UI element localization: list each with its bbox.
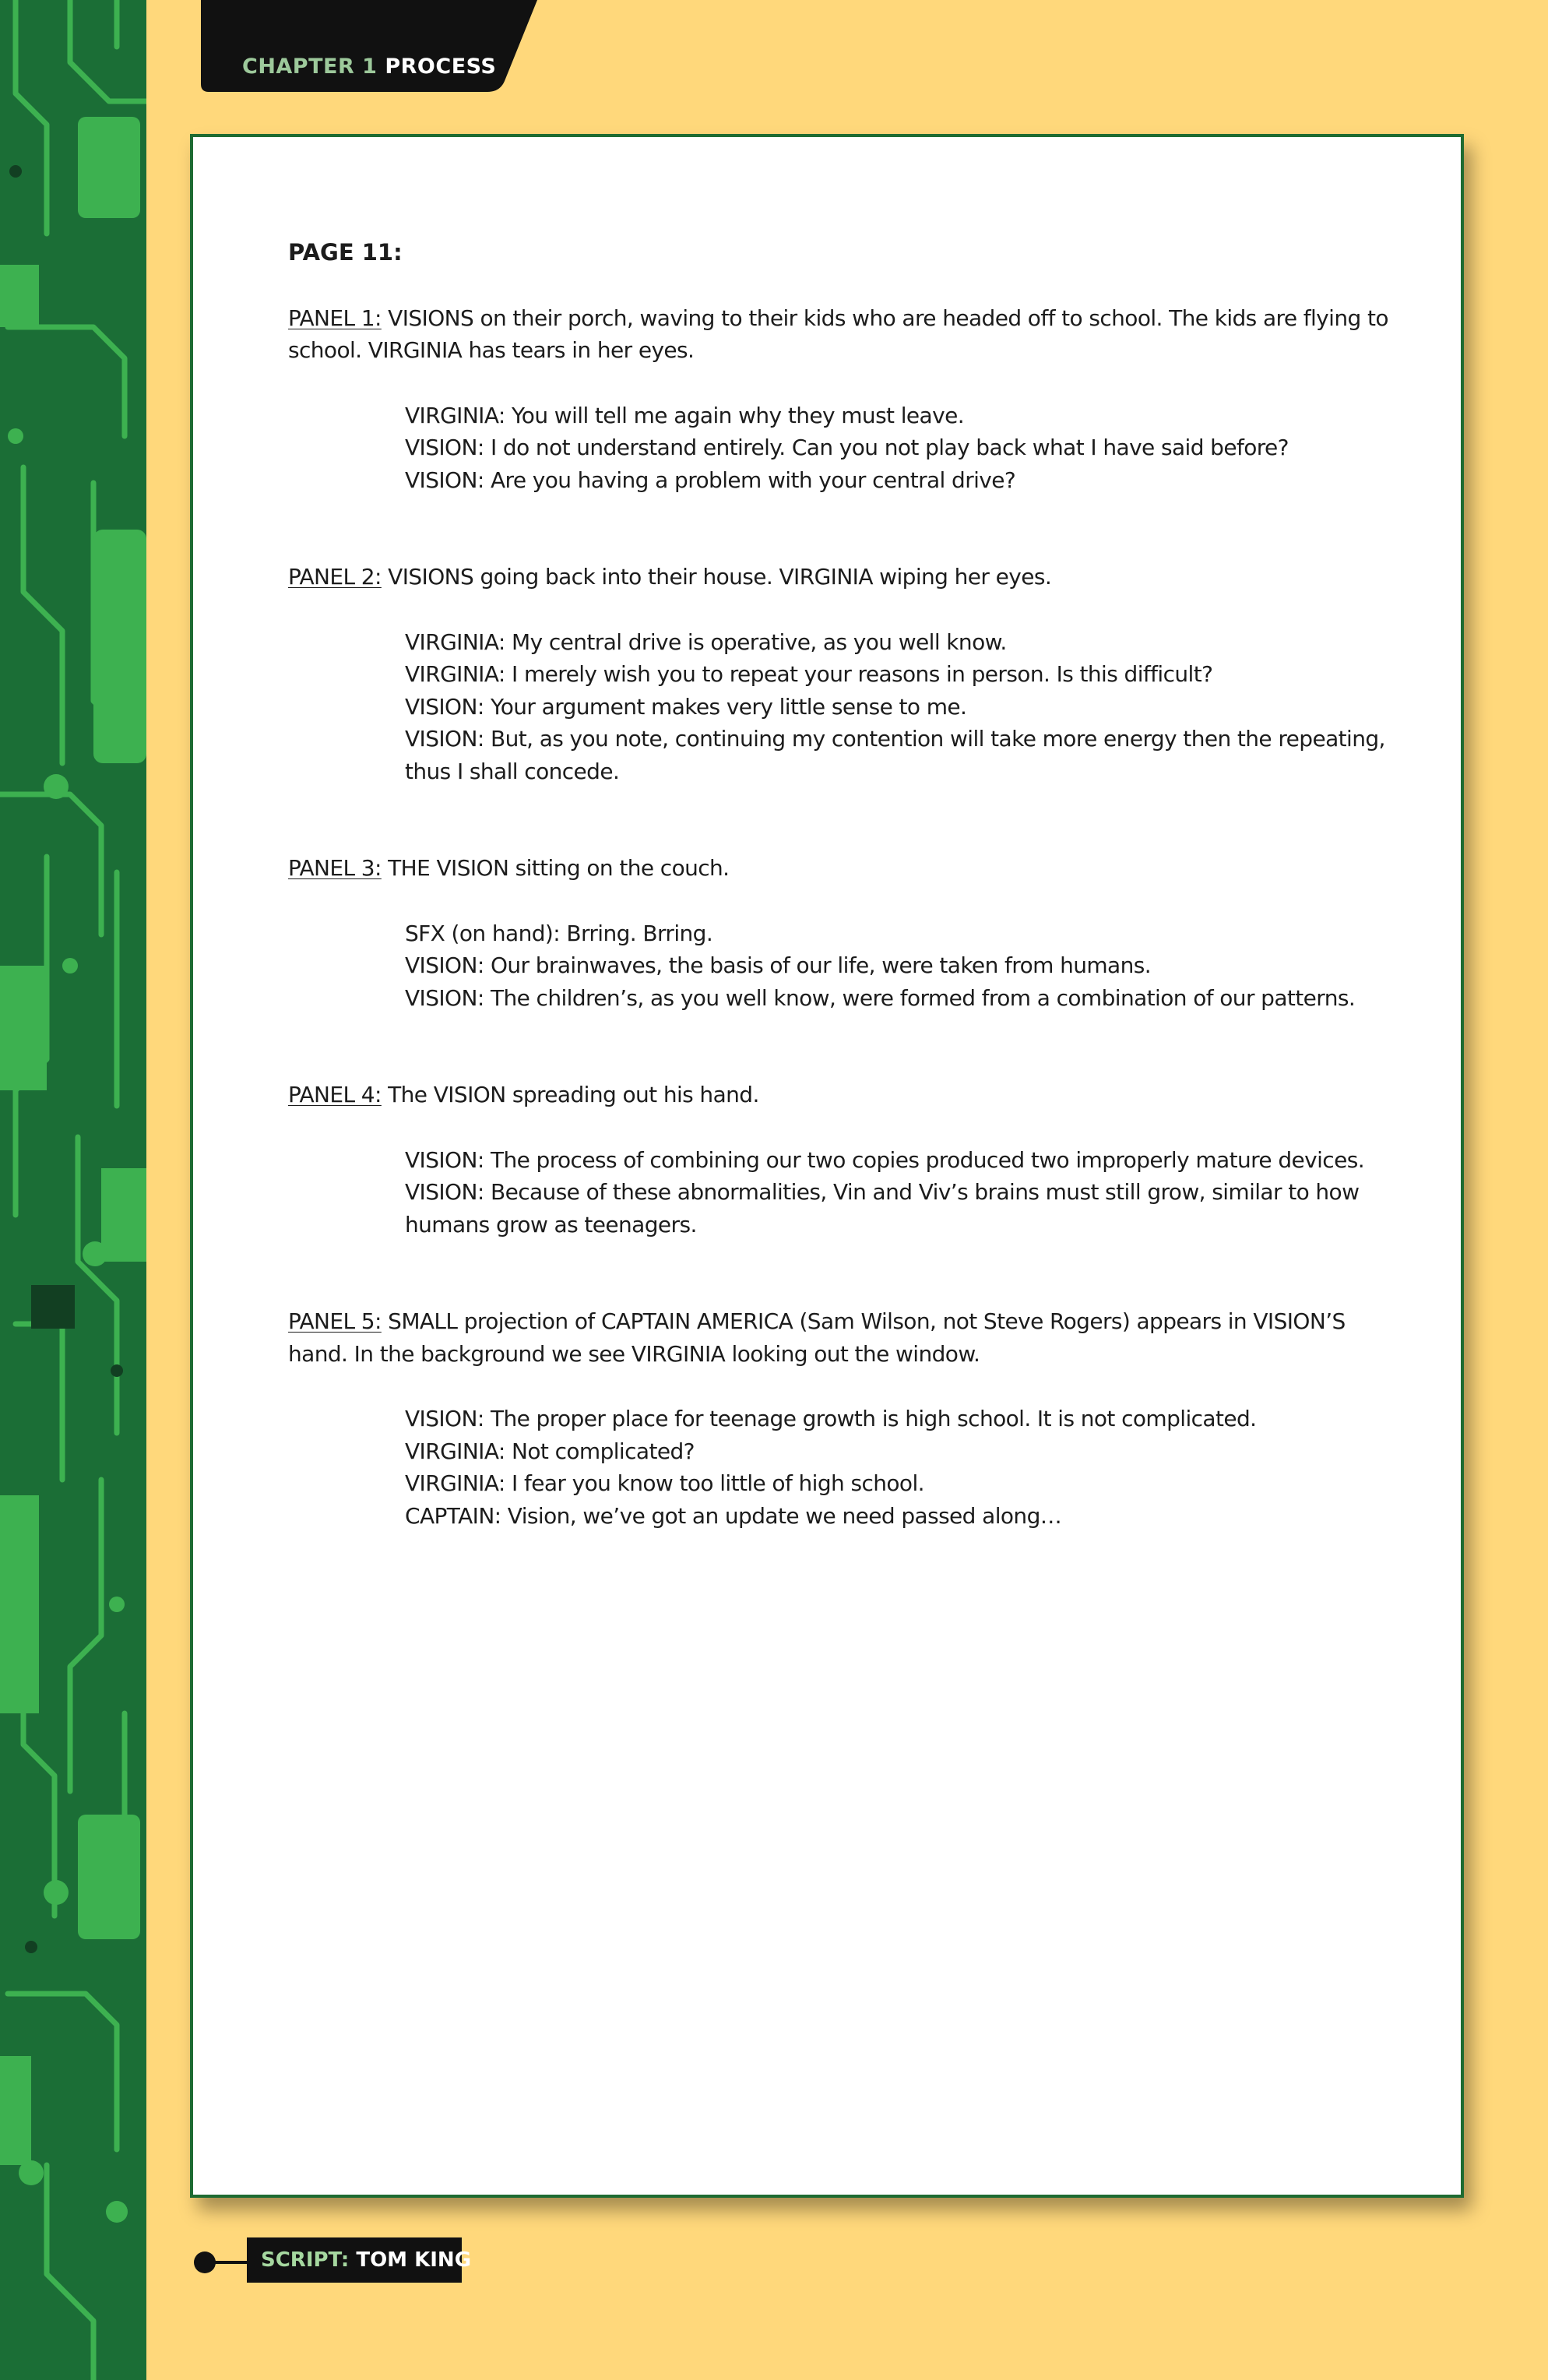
script-body (288, 237, 1394, 1532)
dialogue-line: VISION: Our brainwaves, the basis of our life, were taken from humans. (405, 952, 1152, 978)
panel-description (288, 852, 1394, 885)
panel-5-block (288, 1305, 1394, 1532)
panel-description (288, 1079, 1394, 1111)
dialogue-line: VISION: The proper place for teenage growth is high school. It is not complicated. (405, 1406, 1257, 1431)
dialogue-line: VISION: Your argument makes very little sense to me. (405, 693, 967, 720)
panel-label: PANEL 3: (288, 855, 382, 881)
credit-label: SCRIPT: (261, 2248, 350, 2272)
chapter-tab (0, 0, 545, 95)
panel-description (288, 1305, 1394, 1370)
panel-3-block (288, 852, 1394, 1014)
panel-text: THE VISION sitting on the couch. (381, 855, 730, 881)
dialogue-line: VIRGINIA: My central drive is operative, as you well know. (405, 628, 1007, 655)
credit-bullet (193, 2251, 255, 2274)
panel-text: SMALL projection of CAPTAIN AMERICA (Sam Wilson, not Steve Rogers) appears in VISION’S hand. In the background we see VIRGINIA looking out the window. (288, 1308, 1346, 1367)
panel-label: PANEL 1: (288, 305, 382, 331)
panel-text: VISIONS on their porch, waving to their kids who are headed off to school. The kids are flying to school. VIRGINIA has tears in her eyes. (288, 305, 1388, 363)
dialogue-line: VISION: But, as you note, continuing my contention will take more energy then the repeating, thus I shall concede. (405, 726, 1385, 784)
panel-2-block (288, 561, 1394, 787)
chapter-number: CHAPTER 1 (242, 55, 378, 79)
panel-label: PANEL 5: (288, 1308, 382, 1334)
panel-description (288, 302, 1394, 367)
dialogue-line: CAPTAIN: Vision, we’ve got an update we need passed along… (405, 1502, 1062, 1529)
dialogue-block (405, 400, 1394, 497)
dialogue-line: VIRGINIA: I merely wish you to repeat your reasons in person. Is this difficult? (405, 661, 1213, 687)
panel-1-block (288, 302, 1394, 497)
credit-box (247, 2237, 472, 2283)
dialogue-line: VIRGINIA: Not complicated? (405, 1438, 695, 1464)
dialogue-block (405, 1144, 1394, 1241)
credit-name: TOM KING (356, 2248, 472, 2272)
dialogue-line: VISION: Are you having a problem with your central drive? (405, 466, 1016, 493)
panel-text: VISIONS going back into their house. VIRGINIA wiping her eyes. (381, 564, 1052, 590)
dialogue-line: VIRGINIA: You will tell me again why they must leave. (405, 402, 964, 428)
dialogue-line: VISION: The process of combining our two copies produced two improperly mature devices. (405, 1146, 1364, 1173)
dialogue-line: VISION: Because of these abnormalities, Vin and Viv’s brains must still grow, similar to how humans grow as teenagers. (405, 1179, 1360, 1238)
chapter-section: PROCESS (385, 55, 497, 79)
dialogue-block (405, 626, 1394, 788)
page-heading: PAGE 11: (288, 239, 403, 266)
circuit-board-decoration (0, 0, 146, 2380)
dialogue-block (405, 1403, 1394, 1532)
panel-description (288, 561, 1394, 593)
panel-4-block (288, 1079, 1394, 1241)
panel-label: PANEL 4: (288, 1082, 382, 1107)
dialogue-line: VIRGINIA: I fear you know too little of high school. (405, 1470, 924, 1496)
panel-text: The VISION spreading out his hand. (381, 1082, 759, 1107)
dialogue-line: VISION: I do not understand entirely. Can you not play back what I have said before? (405, 435, 1289, 460)
dialogue-line: VISION: The children’s, as you well know, were formed from a combination of our patterns. (405, 984, 1356, 1011)
dialogue-block (405, 917, 1394, 1015)
script-page (190, 134, 1464, 2198)
dialogue-line: SFX (on hand): Brring. Brring. (405, 920, 713, 946)
chapter-label (242, 55, 496, 79)
panel-label: PANEL 2: (288, 564, 382, 590)
